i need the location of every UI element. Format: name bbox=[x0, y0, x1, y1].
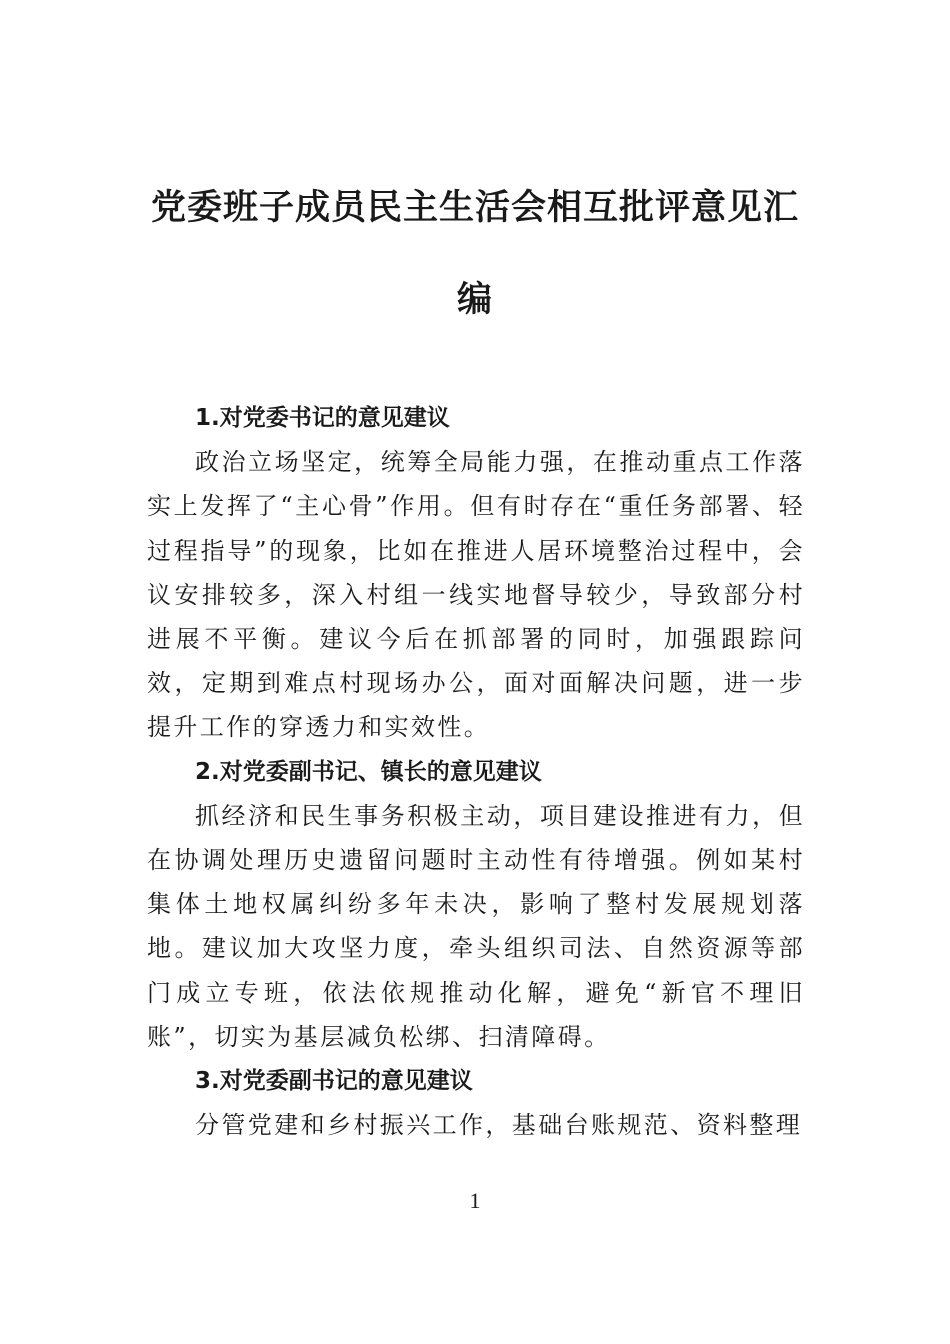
document-body bbox=[147, 396, 805, 1147]
section-heading: 1.对党委书记的意见建议 bbox=[195, 405, 450, 431]
title-line-1: 党委班子成员民主生活会相互批评意见汇 bbox=[150, 188, 799, 228]
section-heading: 2.对党委副书记、镇长的意见建议 bbox=[195, 758, 542, 785]
document-title bbox=[150, 162, 800, 346]
section-paragraph: 分管党建和乡村振兴工作，基础台账规范、资料整理 bbox=[195, 1111, 803, 1140]
page-number: 1 bbox=[469, 1188, 481, 1213]
section-paragraph: 抓经济和民生事务积极主动，项目建设推进有力，但在协调处理历史遗留问题时主动性有待增强。例如某村集体土地权属纠纷多年未决，影响了整村发展规划落地。建议加大攻坚力度，牵头组织司法、自然资源等部门成立专班，依法依规推动化解，避免“新官不理旧账”，切实为基层减负松绑、扫清障碍。 bbox=[147, 801, 805, 1051]
section-heading: 3.对党委副书记的意见建议 bbox=[195, 1068, 473, 1095]
section-paragraph: 政治立场坚定，统筹全局能力强，在推动重点工作落实上发挥了“主心骨”作用。但有时存在“重任务部署、轻过程指导”的现象，比如在推进人居环境整治过程中，会议安排较多，深入村组一线实地督导较少，导致部分村进展不平衡。建议今后在抓部署的同时，加强跟踪问效，定期到难点村现场办公，面对面解决问题，进一步提升工作的穿透力和实效性。 bbox=[147, 448, 805, 742]
title-line-2: 编 bbox=[456, 280, 493, 320]
